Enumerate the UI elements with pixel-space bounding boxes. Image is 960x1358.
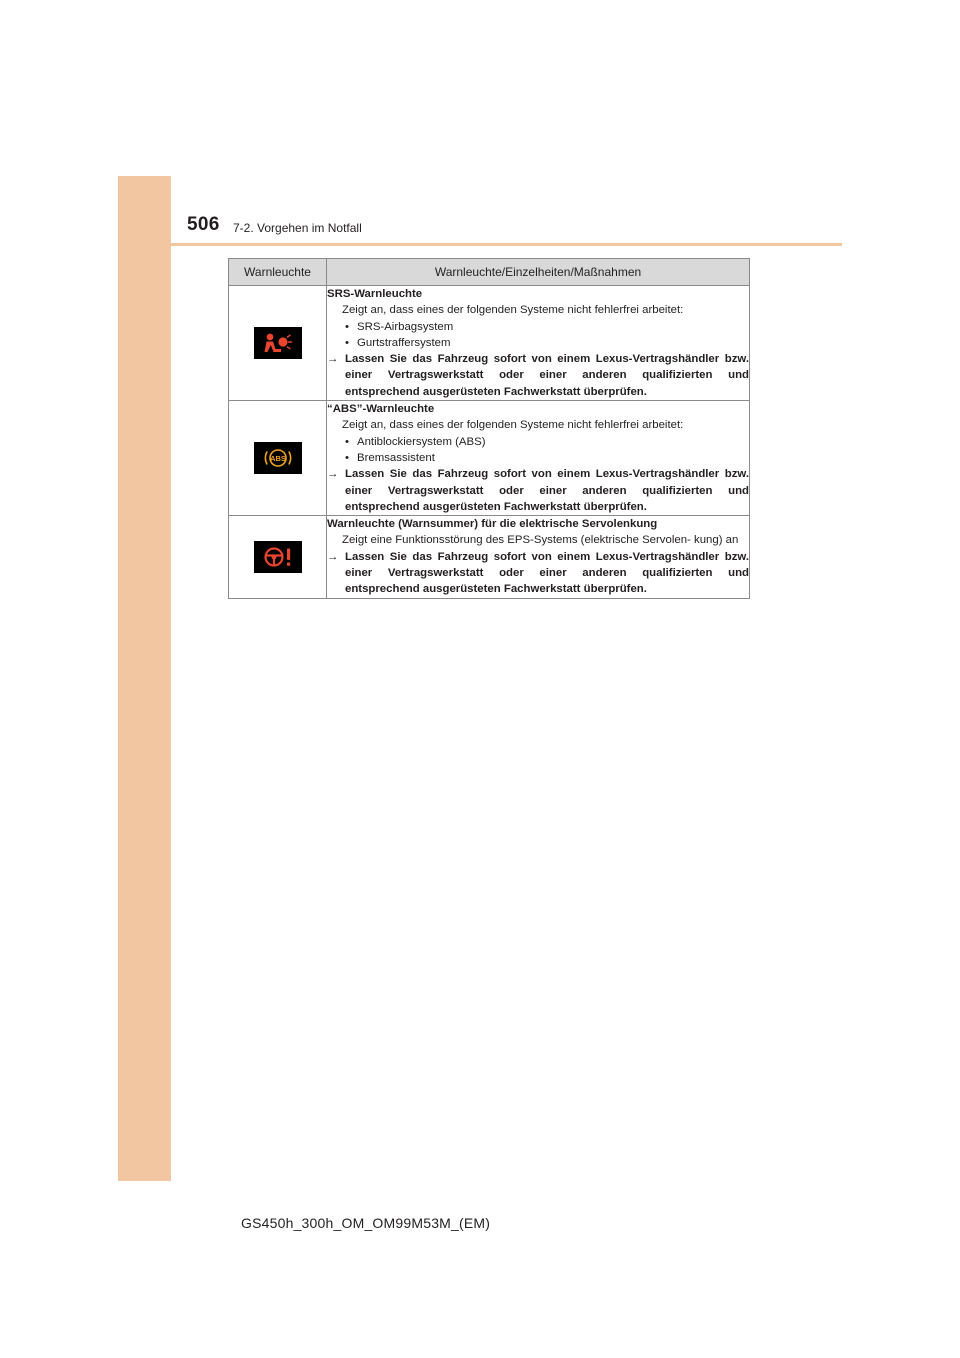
icon-cell (229, 516, 327, 598)
warning-description: Zeigt an, dass eines der folgenden Systeme nicht fehlerfrei arbeitet: (342, 419, 684, 432)
table-row (229, 401, 750, 516)
description-cell (327, 516, 750, 598)
abs-warning-icon (254, 442, 302, 474)
arrow-icon: → (327, 550, 339, 563)
header-divider (118, 243, 842, 246)
action-instruction: → Lassen Sie das Fahrzeug sofort von einem Lexus-Vertragshändler bzw. einer Vertragswerkstatt oder einer anderen qualifizierten und entsprechend ausgerüsteten Fachwerkstatt überprüfen. (327, 468, 749, 513)
warning-light-table (228, 258, 750, 599)
column-header-warnleuchte: Warnleuchte (229, 259, 327, 286)
icon-cell (229, 286, 327, 401)
table-row (229, 286, 750, 401)
airbag-warning-icon (254, 327, 302, 359)
list-item: • Bremsassistent (345, 451, 435, 464)
list-item: • SRS-Airbagsystem (345, 320, 454, 333)
table-header-row (229, 259, 750, 286)
page-number: 506 (187, 214, 220, 235)
arrow-icon: → (327, 353, 339, 366)
description-cell (327, 401, 750, 516)
document-code: GS450h_300h_OM_OM99M53M_(EM) (241, 1215, 491, 1231)
icon-cell (229, 401, 327, 516)
section-title: 7-2. Vorgehen im Notfall (233, 221, 362, 235)
warning-title: SRS-Warnleuchte (327, 288, 423, 300)
warning-title: Warnleuchte (Warnsummer) für die elektrische Servolenkung (327, 518, 658, 531)
warning-description: Zeigt eine Funktionsstörung des EPS-Systems (elektrische Servolen- kung) an (342, 534, 739, 547)
svg-text:ABS: ABS (269, 454, 286, 464)
arrow-icon: → (327, 468, 339, 481)
warning-description: Zeigt an, dass eines der folgenden Systeme nicht fehlerfrei arbeitet: (342, 304, 684, 317)
list-item: • Gurtstraffersystem (345, 336, 451, 349)
steering-warning-icon (254, 541, 302, 573)
column-header-details: Warnleuchte/Einzelheiten/Maßnahmen (327, 259, 750, 286)
description-cell (327, 286, 750, 401)
action-instruction: → Lassen Sie das Fahrzeug sofort von einem Lexus-Vertragshändler bzw. einer Vertragswerkstatt oder einer anderen qualifizierten und entsprechend ausgerüsteten Fachwerkstatt überprüfen. (327, 353, 749, 398)
table-row (229, 516, 750, 598)
chapter-sidebar-tab (118, 176, 171, 1181)
list-item: • Antiblockiersystem (ABS) (345, 435, 486, 448)
warning-title: “ABS”-Warnleuchte (327, 403, 435, 416)
action-instruction: → Lassen Sie das Fahrzeug sofort von einem Lexus-Vertragshändler bzw. einer Vertragswerkstatt oder einer anderen qualifizierten und entsprechend ausgerüsteten Fachwerkstatt überprüfen. (327, 550, 749, 596)
